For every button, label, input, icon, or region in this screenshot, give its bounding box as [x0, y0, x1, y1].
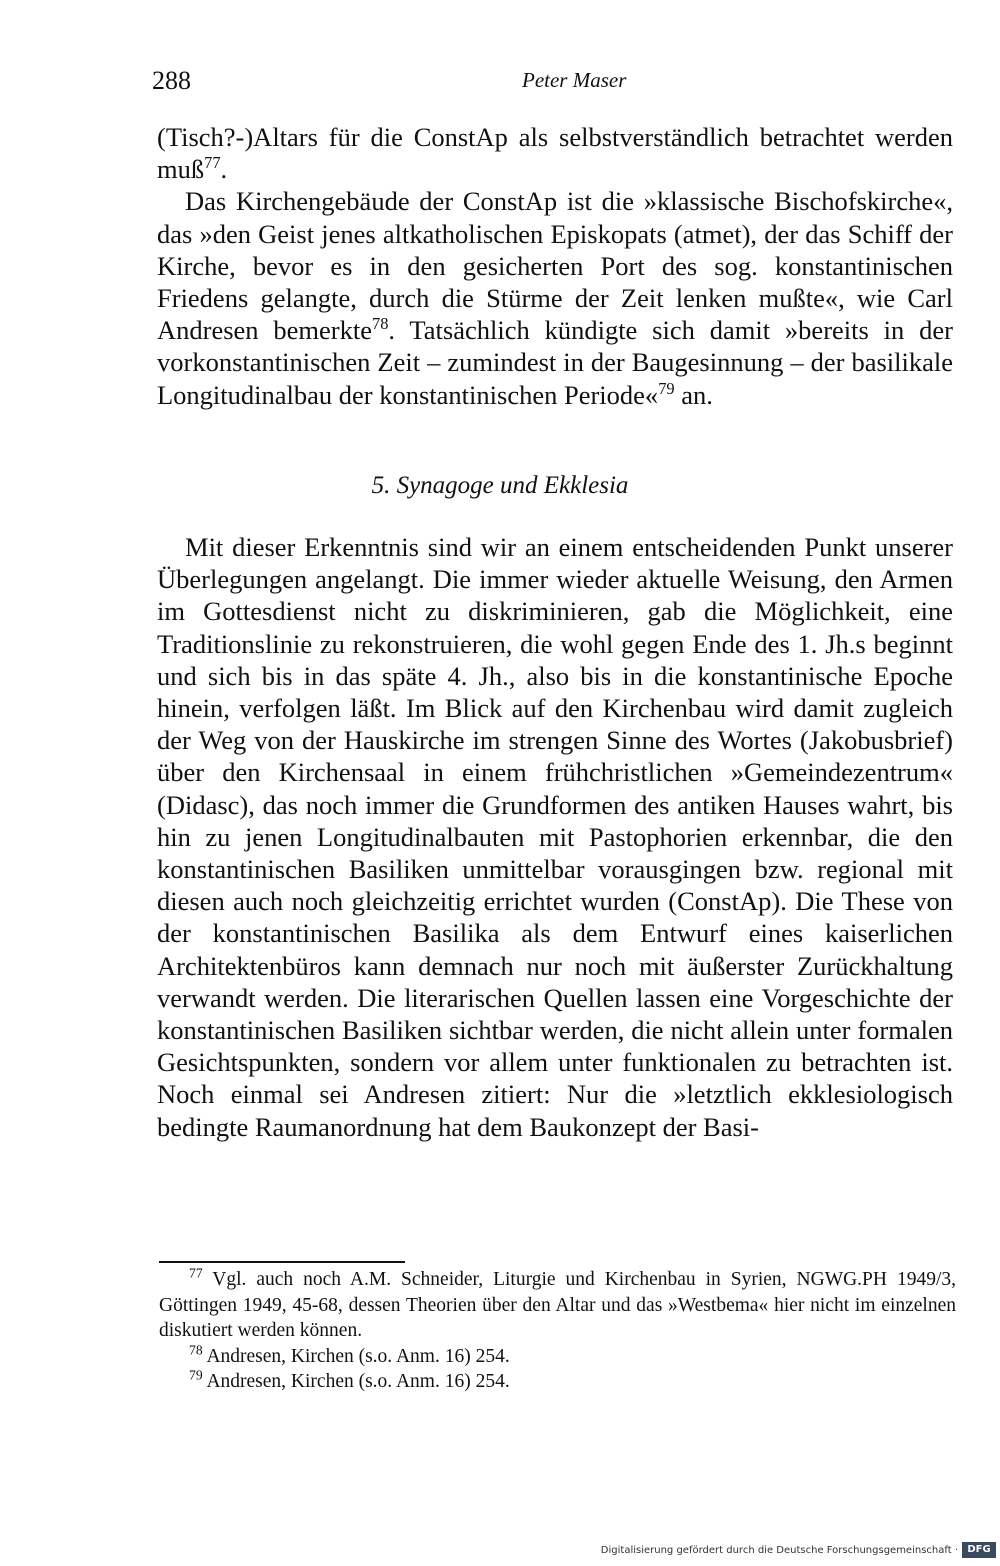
text-block-upper: [157, 121, 953, 411]
footnote-ref-79: 79: [658, 378, 675, 398]
paragraph-text: an.: [674, 379, 713, 410]
footnote-77: [159, 1267, 956, 1344]
text-block-lower: [157, 531, 953, 1143]
footnote-number: 77: [189, 1265, 203, 1281]
dfg-credit-text: Digitalisierung gefördert durch die Deutsche Forschungsgemeinschaft ·: [600, 1545, 958, 1556]
section-heading: 5. Synagoge und Ekklesia: [371, 472, 629, 499]
footnote-number: 79: [189, 1367, 203, 1383]
running-head: Peter Maser: [522, 68, 627, 92]
footnote-79: [159, 1369, 956, 1395]
footnote-text: Andresen, Kirchen (s.o. Anm. 16) 254.: [202, 1345, 510, 1367]
footnote-text: Vgl. auch noch A.M. Schneider, Liturgie und Kirchenbau in Syrien, NGWG.PH 1949/3, Göttingen 1949, 45-68, dessen Theorien über den Altar und das »Westbema« hier nicht im einzelnen diskutiert werden können.: [159, 1269, 956, 1342]
paragraph: [157, 185, 953, 410]
footnotes: [159, 1267, 956, 1395]
paragraph: [157, 121, 953, 185]
paragraph: Mit dieser Erkenntnis sind wir an einem entscheidenden Punkt unserer Überlegungen angelangt. Die immer wieder aktuelle Weisung, den Armen im Gottesdienst nicht zu diskriminieren, gab die Möglichkeit, eine Traditionslinie zu rekonstruieren, die wohl gegen Ende des 1. Jh.s beginnt und sich bis in das späte 4. Jh., also bis in die konstantinische Epoche hinein, verfolgen läßt. Im Blick auf den Kirchenbau wird damit zugleich der Weg von der Hauskirche im strengen Sinne des Wortes (Jakobusbrief) über den Kirchensaal in einem frühchristlichen »Gemeindezentrum« (Didasc), das noch immer die Grundformen des antiken Hauses wahrt, bis hin zu jenen Longitudinalbauten mit Pastophorien erkennbar, die den konstantinischen Basiliken unmittelbar vorausgingen bzw. regional mit diesen auch noch gleichzeitig errichtet wurden (ConstAp). Die These von der konstantinischen Basilika als dem Entwurf eines kaiserlichen Architektenbüros kann demnach nur noch mit äußerster Zurückhaltung verwandt werden. Die literarischen Quellen lassen eine Vorgeschichte der konstantinischen Basiliken sichtbar werden, die nicht allein unter formalen Gesichtspunkten, sondern vor allem unter funktionalen zu betrachten ist. Noch einmal sei Andresen zitiert: Nur die »letztlich ekklesiologisch bedingte Raumanordnung hat dem Baukonzept der Basi-: [157, 532, 953, 1142]
paragraph-text: .: [220, 154, 228, 185]
footnote-number: 78: [189, 1342, 203, 1358]
footnote-text: Andresen, Kirchen (s.o. Anm. 16) 254.: [202, 1371, 510, 1393]
footnote-divider: [159, 1261, 405, 1263]
page-number: 288: [152, 66, 191, 95]
footnote-ref-77: 77: [204, 153, 221, 173]
footnote-ref-78: 78: [372, 314, 389, 334]
paragraph-text: (Tisch?-)Altars für die ConstAp als selbstverständlich betrachtet werden muß: [157, 122, 953, 185]
paragraph-text: . Tatsächlich kündigte sich damit »bereits in der vorkonstantinischen Zeit – zumindest in der Baugesinnung – der basilikale Longitudinalbau der konstantinischen Periode«: [157, 315, 953, 410]
paragraph-text: Das Kirchengebäude der ConstAp ist die »klassische Bischofskirche«, das »den Geist jenes altkatholischen Episkopats (atmet), der das Schiff der Kirche, bevor es in den gesicherten Port des sog. konstantinischen Friedens gelangte, durch die Stürme der Zeit lenken mußte«, wie Carl Andresen bemerkte: [157, 186, 953, 346]
footnote-78: [159, 1344, 956, 1370]
dfg-logo-icon[interactable]: DFG: [962, 1542, 996, 1558]
